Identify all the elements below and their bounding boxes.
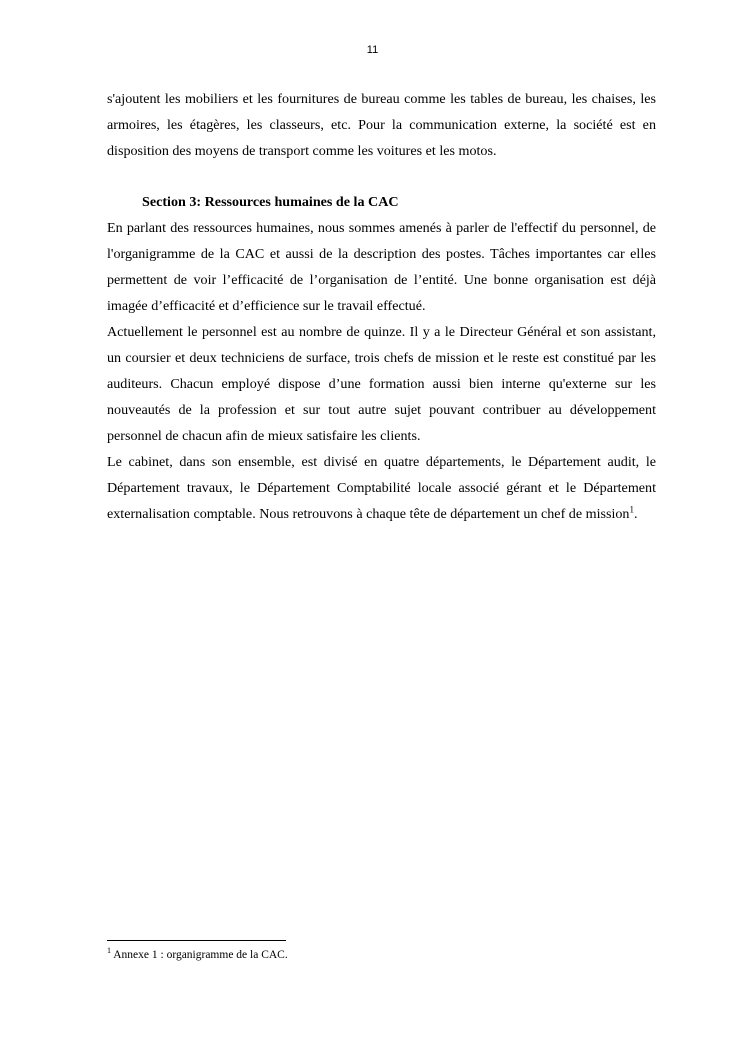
page-number: 11: [366, 44, 379, 56]
footnote-text: Annexe 1 : organigramme de la CAC.: [111, 949, 288, 961]
footnote: [107, 947, 288, 963]
section-body: [107, 215, 656, 527]
paragraph-departements: [107, 449, 656, 527]
footnote-separator: [107, 940, 286, 941]
paragraph-rh-intro: En parlant des ressources humaines, nous sommes amenés à parler de l'effectif du personnel, de l'organigramme de la CAC et aussi de la description des postes. Tâches importantes car elles permettent de voir l’efficacité de l’organisation de l’entité. Une bonne organisation est déjà imagée d’efficacité et d’efficience sur le travail effectué.: [107, 220, 656, 314]
footnote-reference[interactable]: 1: [629, 504, 634, 515]
departements-end: .: [633, 506, 638, 522]
paragraph-personnel: Actuellement le personnel est au nombre de quinze. Il y a le Directeur Général et son assistant, un coursier et deux techniciens de surface, trois chefs de mission et le reste est constitué par les auditeurs. Chacun employé dispose d’une formation aussi bien interne qu'externe sur les nouveautés de la profession et sur tout autre sujet pouvant contribuer au développement personnel de chacun afin de mieux satisfaire les clients.: [107, 324, 656, 444]
section-heading: Section 3: Ressources humaines de la CAC: [142, 194, 399, 210]
departements-text: Le cabinet, dans son ensemble, est divisé en quatre départements, le Département audit, le Département travaux, le Département Comptabilité locale associé gérant et le Département externalisation comptable. Nous retrouvons à chaque tête de département un chef de mission: [107, 454, 656, 522]
footnote-marker: 1: [107, 946, 111, 956]
paragraph-continuation: s'ajoutent les mobiliers et les fournitures de bureau comme les tables de bureau, les chaises, les armoires, les étagères, les classeurs, etc. Pour la communication externe, la société est en disposition des moyens de transport comme les voitures et les motos.: [107, 91, 656, 159]
